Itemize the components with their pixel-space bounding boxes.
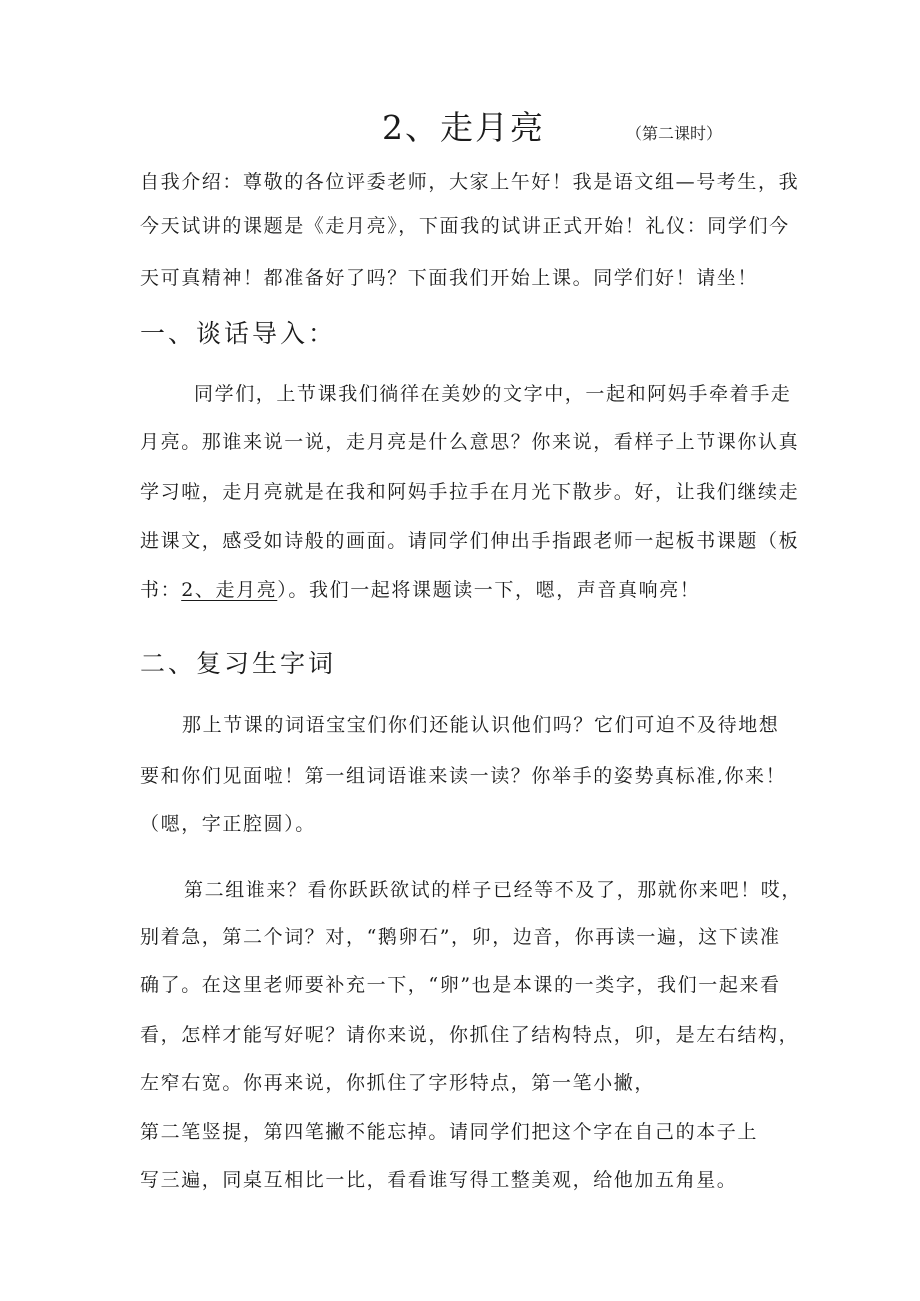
section2-para2-line-3: 确了。在这里老师要补充一下，“卵”也是本课的一类字，我们一起来看 [140, 974, 781, 996]
board-prefix: 书： [140, 579, 182, 601]
section-heading-review: 二、复习生字词 [140, 649, 337, 678]
board-title: 2、走月亮 [181, 579, 278, 601]
section2-para2-line-6: 第二笔竖提，第四笔撇不能忘掉。请同学们把这个字在自己的本子上 [140, 1121, 759, 1143]
section1-line-3: 学习啦，走月亮就是在我和阿妈手拉手在月光下散步。好，让我们继续走 [140, 481, 800, 503]
board-suffix: ）。我们一起将课题读一下，嗯，声音真响亮！ [277, 579, 701, 601]
section2-para2-line-2: 别着急，第二个词？对，“鹅卵石”，卯，边音，你再读一遍，这下读准 [140, 926, 781, 948]
section1-line-2: 月亮。那谁来说一说，走月亮是什么意思？你来说，看样子上节课你认真 [140, 431, 800, 453]
section1-line-5 [140, 576, 700, 604]
section1-line-1: 同学们，上节课我们徜徉在美妙的文字中，一起和阿妈手牵着手走 [194, 383, 792, 405]
intro-line-1: 自我介绍：尊敬的各位评委老师，大家上午好！我是语文组—号考生，我 [140, 171, 800, 193]
intro-line-2: 今天试讲的课题是《走月亮》，下面我的试讲正式开始！礼仪：同学们今 [140, 215, 790, 237]
section2-para2-line-1: 第二组谁来？看你跃跃欲试的样子已经等不及了，那就你来吧！哎， [184, 879, 803, 901]
page-title: 2、走月亮 [382, 108, 545, 147]
intro-line-3: 天可真精神！都准备好了吗？下面我们开始上课。同学们好！请坐！ [140, 267, 759, 289]
section1-line-4: 进课文，感受如诗般的画面。请同学们伸出手指跟老师一起板书课题（板 [140, 530, 800, 552]
section-heading-intro-talk: 一、谈话导入： [140, 319, 337, 348]
lesson-period-label: （第二课时） [626, 124, 723, 143]
section2-para1-line-2: 要和你们见面啦！第一组词语谁来读一读？你举手的姿势真标准,你来！ [140, 765, 787, 787]
section2-para2-line-5: 左窄右宽。你再来说，你抓住了字形特点，第一笔小撇， [140, 1072, 656, 1094]
title-row [0, 106, 920, 156]
section2-para2-line-7: 写三遍，同桌互相比一比，看看谁写得工整美观，给他加五角星。 [140, 1169, 738, 1191]
section2-para2-line-4: 看，怎样才能写好呢？请你来说，你抓住了结构特点，卯，是左右结构， [140, 1024, 800, 1046]
section2-para1-line-3: （嗯，字正腔圆）。 [140, 813, 316, 835]
section2-para1-line-1: 那上节课的词语宝宝们你们还能认识他们吗？它们可迫不及待地想 [182, 714, 780, 736]
